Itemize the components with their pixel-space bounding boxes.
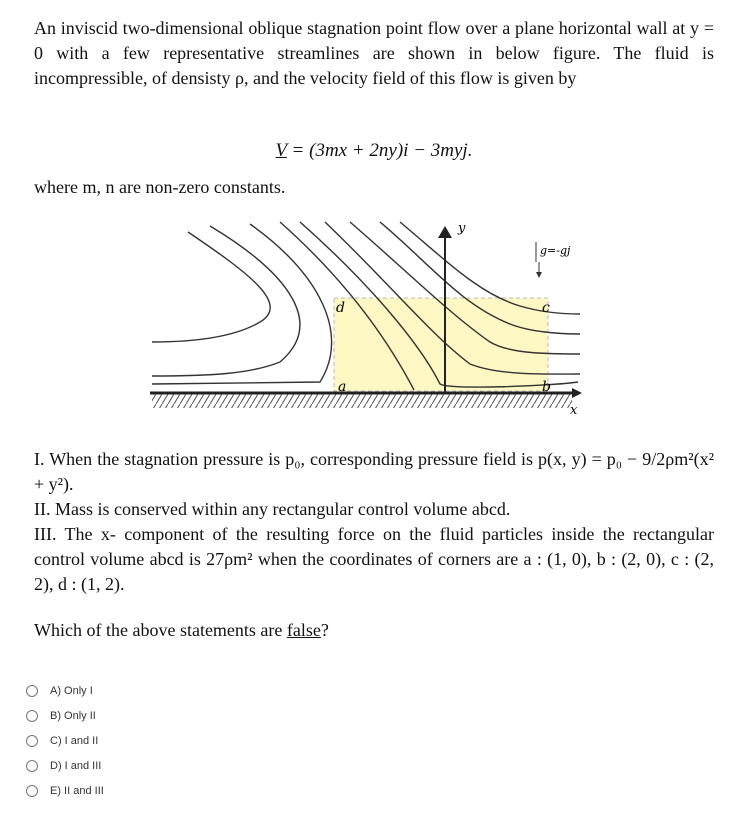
statements xyxy=(34,447,714,597)
radio-c[interactable] xyxy=(26,735,38,747)
streamline-1 xyxy=(152,232,270,342)
option-d[interactable] xyxy=(26,753,104,778)
wall-hatch xyxy=(152,394,572,408)
radio-b[interactable] xyxy=(26,710,38,722)
question-suffix: ? xyxy=(320,620,329,640)
question xyxy=(34,620,329,641)
streamline-3 xyxy=(152,224,332,384)
control-volume-region xyxy=(334,298,548,391)
label-d: d xyxy=(336,300,345,316)
label-c: c xyxy=(542,300,550,316)
option-b-label: B) Only II xyxy=(50,709,96,722)
option-c-label: C) I and II xyxy=(50,734,99,747)
x-axis-arrow xyxy=(572,388,582,398)
equation-rhs: = (3mx + 2ny)i − 3myj. xyxy=(291,140,473,161)
radio-a[interactable] xyxy=(26,685,38,697)
where-line xyxy=(34,175,714,200)
option-c[interactable] xyxy=(26,728,104,753)
option-a-label: A) Only I xyxy=(50,684,93,697)
label-x: x xyxy=(570,403,578,418)
label-a: a xyxy=(338,379,347,395)
label-b: b xyxy=(542,379,551,395)
option-e-label: E) II and III xyxy=(50,784,104,797)
radio-d[interactable] xyxy=(26,760,38,772)
y-axis-arrow xyxy=(438,226,452,238)
gravity-arrowhead xyxy=(536,272,542,278)
label-y: y xyxy=(458,221,466,236)
option-e[interactable] xyxy=(26,778,104,803)
where-text: where m, n are non-zero constants. xyxy=(34,177,286,197)
velocity-equation xyxy=(0,140,748,162)
flow-figure xyxy=(150,214,590,420)
option-d-label: D) I and III xyxy=(50,759,102,772)
statement-1: I. When the stagnation pressure is p₀, corresponding pressure field is p(x, y) = p₀ − 9/2ρm²(x² + y²). xyxy=(34,449,714,494)
option-a[interactable] xyxy=(26,678,104,703)
label-gravity: g=-gj xyxy=(540,244,571,257)
radio-e[interactable] xyxy=(26,785,38,797)
intro-paragraph xyxy=(34,16,714,91)
streamline-2 xyxy=(152,226,300,376)
question-emph: false xyxy=(286,620,321,640)
intro-text: An inviscid two-dimensional oblique stagnation point flow over a plane horizontal wall at y = 0 with a few representative streamlines are shown in below figure. The fluid is incompressible, of densisty ρ, and the velocity field of this flow is given by xyxy=(34,18,714,88)
question-prefix: Which of the above statements are xyxy=(34,620,287,640)
statement-3: III. The x- component of the resulting force on the fluid particles inside the rectangular control volume abcd is 27ρm² when the coordinates of corners are a : (1, 0), b : (2, 0), c : (2, 2), d : (1, 2). xyxy=(34,524,714,594)
statement-2: II. Mass is conserved within any rectangular control volume abcd. xyxy=(34,499,511,519)
option-b[interactable] xyxy=(26,703,104,728)
answer-options xyxy=(26,678,104,803)
equation-lhs: V xyxy=(275,140,287,161)
